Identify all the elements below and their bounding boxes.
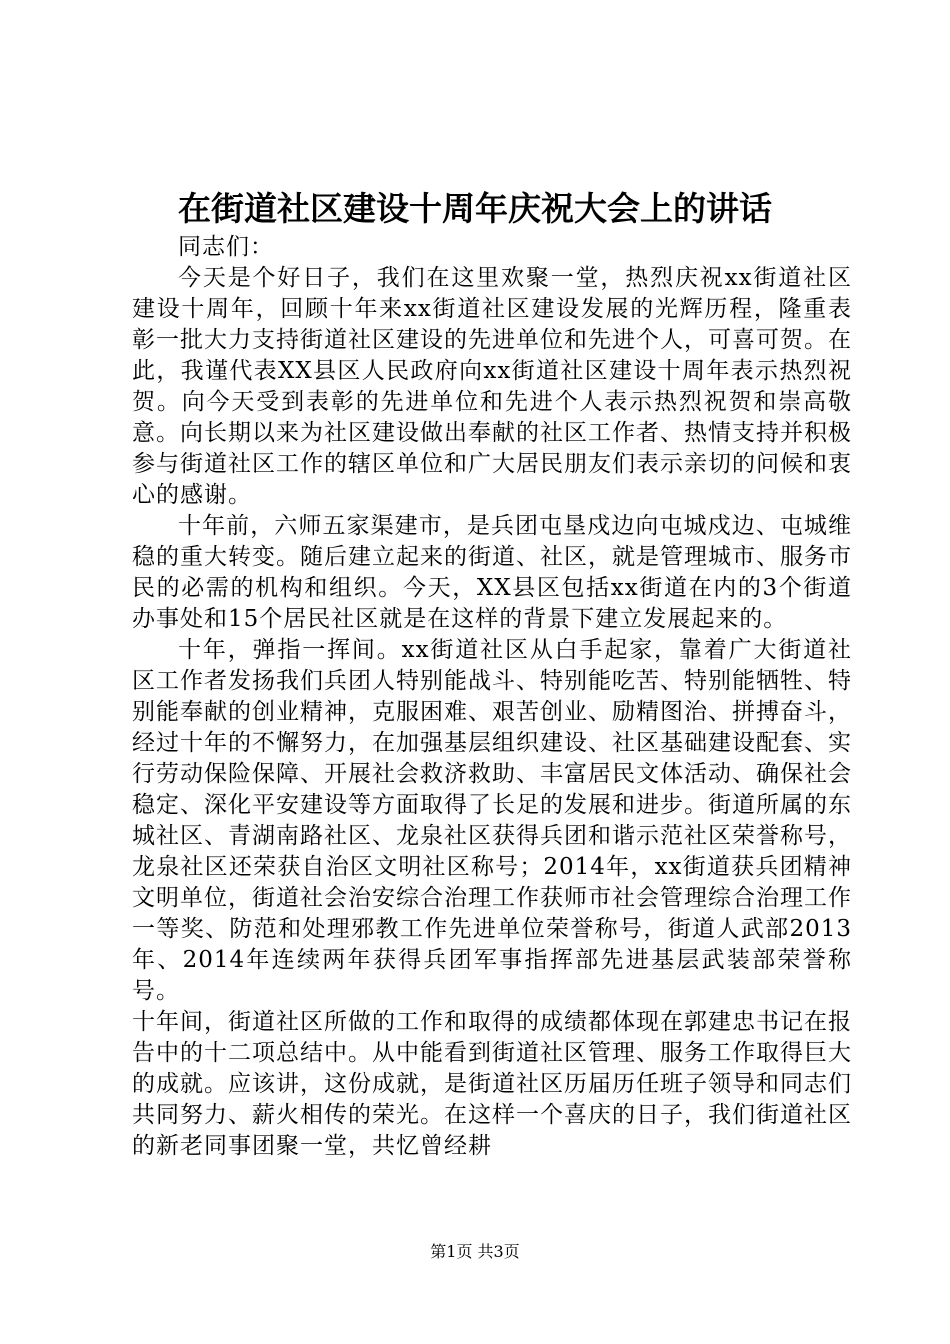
- paragraph-4: 十年间，街道社区所做的工作和取得的成绩都体现在郭建忠书记在报告中的十二项总结中。从中能看到街道社区管理、服务工作取得巨大的成就。应该讲，这份成就，是街道社区历届历任班子领导和同志们共同努力、薪火相传的荣光。在这样一个喜庆的日子，我们街道社区的新老同事团聚一堂，共忆曾经耕: [132, 1009, 852, 1159]
- salutation: 同志们：: [178, 234, 274, 260]
- paragraph-1: 今天是个好日子，我们在这里欢聚一堂，热烈庆祝xx街道社区建设十周年，回顾十年来xx街道社区建设发展的光辉历程，隆重表彰一批大力支持街道社区建设的先进单位和先进个人，可喜可贺。在此，我谨代表XX县区人民政府向xx街道社区建设十周年表示热烈祝贺。向今天受到表彰的先进单位和先进个人表示热烈祝贺和崇高敬意。向长期以来为社区建设做出奉献的社区工作者、热情支持并积极参与街道社区工作的辖区单位和广大居民朋友们表示亲切的问候和衷心的感谢。: [132, 265, 852, 508]
- document-body: [132, 232, 852, 1162]
- paragraph-2: 十年前，六师五家渠建市，是兵团屯垦戍边向屯城戍边、屯城维稳的重大转变。随后建立起来的街道、社区，就是管理城市、服务市民的必需的机构和组织。今天，XX县区包括xx街道在内的3个街道办事处和15个居民社区就是在这样的背景下建立发展起来的。: [132, 513, 852, 632]
- document-title: 在街道社区建设十周年庆祝大会上的讲话: [178, 189, 772, 228]
- page-footer: 第1页 共3页: [430, 1242, 520, 1261]
- paragraph-3: 十年，弹指一挥间。xx街道社区从白手起家，靠着广大街道社区工作者发扬我们兵团人特别能战斗、特别能吃苦、特别能牺牲、特别能奉献的创业精神，克服困难、艰苦创业、励精图治、拼搏奋斗，经过十年的不懈努力，在加强基层组织建设、社区基础建设配套、实行劳动保险保障、开展社会救济救助、丰富居民文体活动、确保社会稳定、深化平安建设等方面取得了长足的发展和进步。街道所属的东城社区、青湖南路社区、龙泉社区获得兵团和谐示范社区荣誉称号，龙泉社区还荣获自治区文明社区称号；2014年，xx街道获兵团精神文明单位，街道社会治安综合治理工作获师市社会管理综合治理工作一等奖、防范和处理邪教工作先进单位荣誉称号，街道人武部2013年、2014年连续两年获得兵团军事指挥部先进基层武装部荣誉称号。: [132, 637, 852, 1004]
